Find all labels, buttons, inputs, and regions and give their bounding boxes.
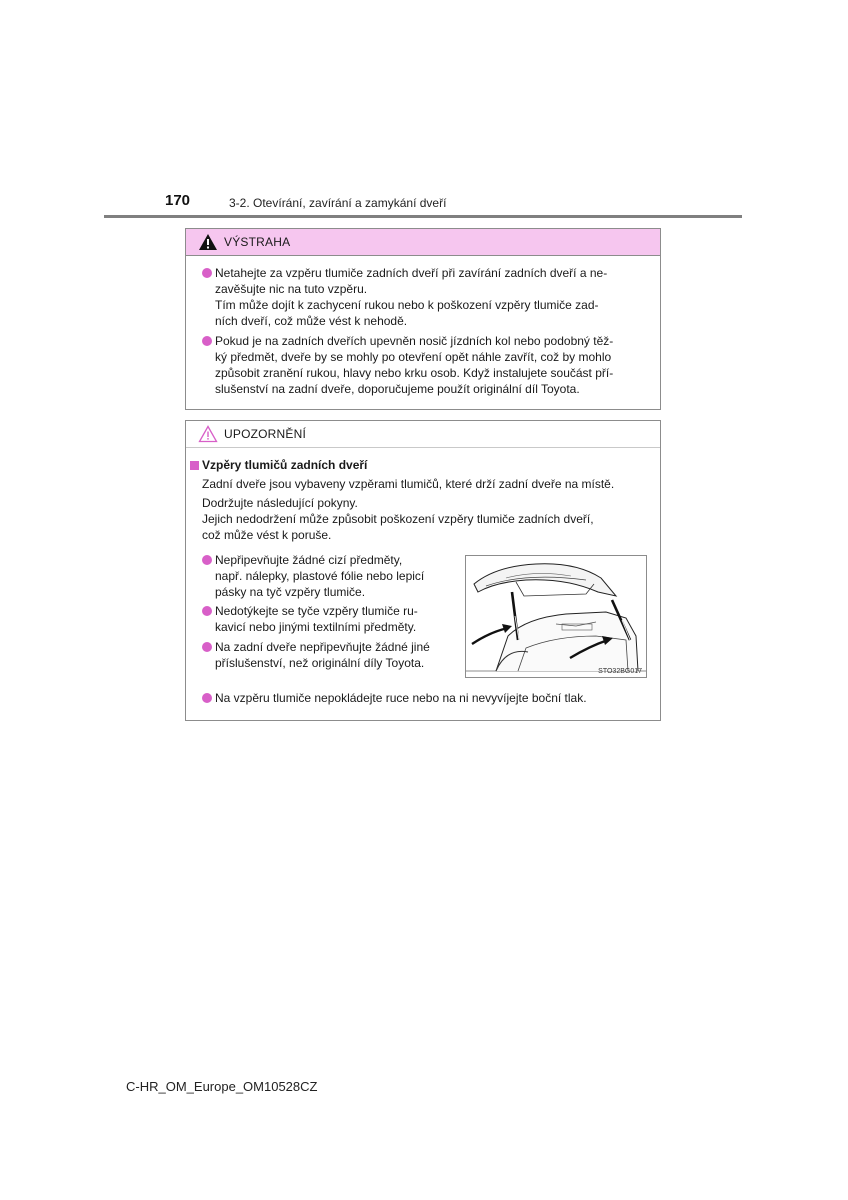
caution-item-line: kavicí nebo jinými textilními předměty. <box>215 620 417 634</box>
caution-triangle-icon <box>198 425 218 443</box>
caution-item-line: pásky na tyč vzpěry tlumiče. <box>215 585 366 599</box>
caution-item-line: např. nálepky, plastové fólie nebo lepicí <box>215 569 425 583</box>
caution-item <box>202 603 454 635</box>
warning-triangle-icon <box>198 233 218 251</box>
warning-item <box>202 333 658 397</box>
caution-title: UPOZORNĚNÍ <box>224 427 307 441</box>
warning-item-line: zavěšujte nic na tuto vzpěru. <box>215 282 368 296</box>
warning-item-line: způsobit zranění rukou, hlavy nebo krku osob. Když instalujete součást pří- <box>215 366 614 380</box>
warning-header <box>186 229 660 256</box>
caution-box <box>185 420 661 721</box>
caution-item-line: Na zadní dveře nepřipevňujte žádné jiné <box>215 640 430 654</box>
warning-item-line: ký předmět, dveře by se mohly po otevření opět náhle zavřít, což by mohlo <box>215 350 612 364</box>
warning-item-line: slušenství na zadní dveře, doporučujeme použít originální díl Toyota. <box>215 382 580 396</box>
tailgate-strut-illustration <box>465 555 647 678</box>
warning-item-line: Tím může dojít k zachycení rukou nebo k poškození vzpěry tlumiče zad- <box>215 298 599 312</box>
warning-item <box>202 265 658 329</box>
warning-title: VÝSTRAHA <box>224 235 291 249</box>
figure-code: STO32BG017 <box>598 668 642 675</box>
bullet-dot-icon <box>202 693 212 703</box>
caution-intro <box>202 476 654 543</box>
caution-item-line: Na vzpěru tlumiče nepokládejte ruce nebo na ni nevyvíjejte boční tlak. <box>215 691 587 705</box>
warning-item-line: Netahejte za vzpěru tlumiče zadních dveří při zavírání zadních dveří a ne- <box>215 266 608 280</box>
header-divider <box>104 215 742 218</box>
caution-item <box>202 552 454 600</box>
caution-intro-line: Zadní dveře jsou vybaveny vzpěrami tlumičů, které drží zadní dveře na místě. <box>202 477 615 491</box>
warning-item-line: ních dveří, což může vést k nehodě. <box>215 314 408 328</box>
caution-header <box>186 421 660 448</box>
section-title: 3-2. Otevírání, zavírání a zamykání dveří <box>229 196 447 210</box>
caution-item-line: Nedotýkejte se tyče vzpěry tlumiče ru- <box>215 604 418 618</box>
warning-box <box>185 228 661 410</box>
caution-item-line: Nepřipevňujte žádné cizí předměty, <box>215 553 403 567</box>
caution-item-line: příslušenství, než originální díly Toyota. <box>215 656 425 670</box>
bullet-dot-icon <box>202 555 212 565</box>
bullet-dot-icon <box>202 336 212 346</box>
caution-intro-line: což může vést k poruše. <box>202 528 332 542</box>
page-number: 170 <box>165 192 191 209</box>
bullet-dot-icon <box>202 268 212 278</box>
tailgate-drawing <box>466 556 646 677</box>
caution-subtitle-text: Vzpěry tlumičů zadních dveří <box>202 458 368 472</box>
bullet-dot-icon <box>202 642 212 652</box>
bullet-dot-icon <box>202 606 212 616</box>
caution-item <box>202 639 454 671</box>
footer-doc-code: C-HR_OM_Europe_OM10528CZ <box>126 1079 318 1094</box>
caution-intro-line: Dodržujte následující pokyny. <box>202 496 358 510</box>
caution-subtitle <box>190 458 367 472</box>
square-bullet-icon <box>190 461 199 470</box>
caution-intro-line: Jejich nedodržení může způsobit poškození vzpěry tlumiče zadních dveří, <box>202 512 594 526</box>
caution-item <box>202 690 658 706</box>
warning-item-line: Pokud je na zadních dveřích upevněn nosič jízdních kol nebo podobný těž- <box>215 334 614 348</box>
